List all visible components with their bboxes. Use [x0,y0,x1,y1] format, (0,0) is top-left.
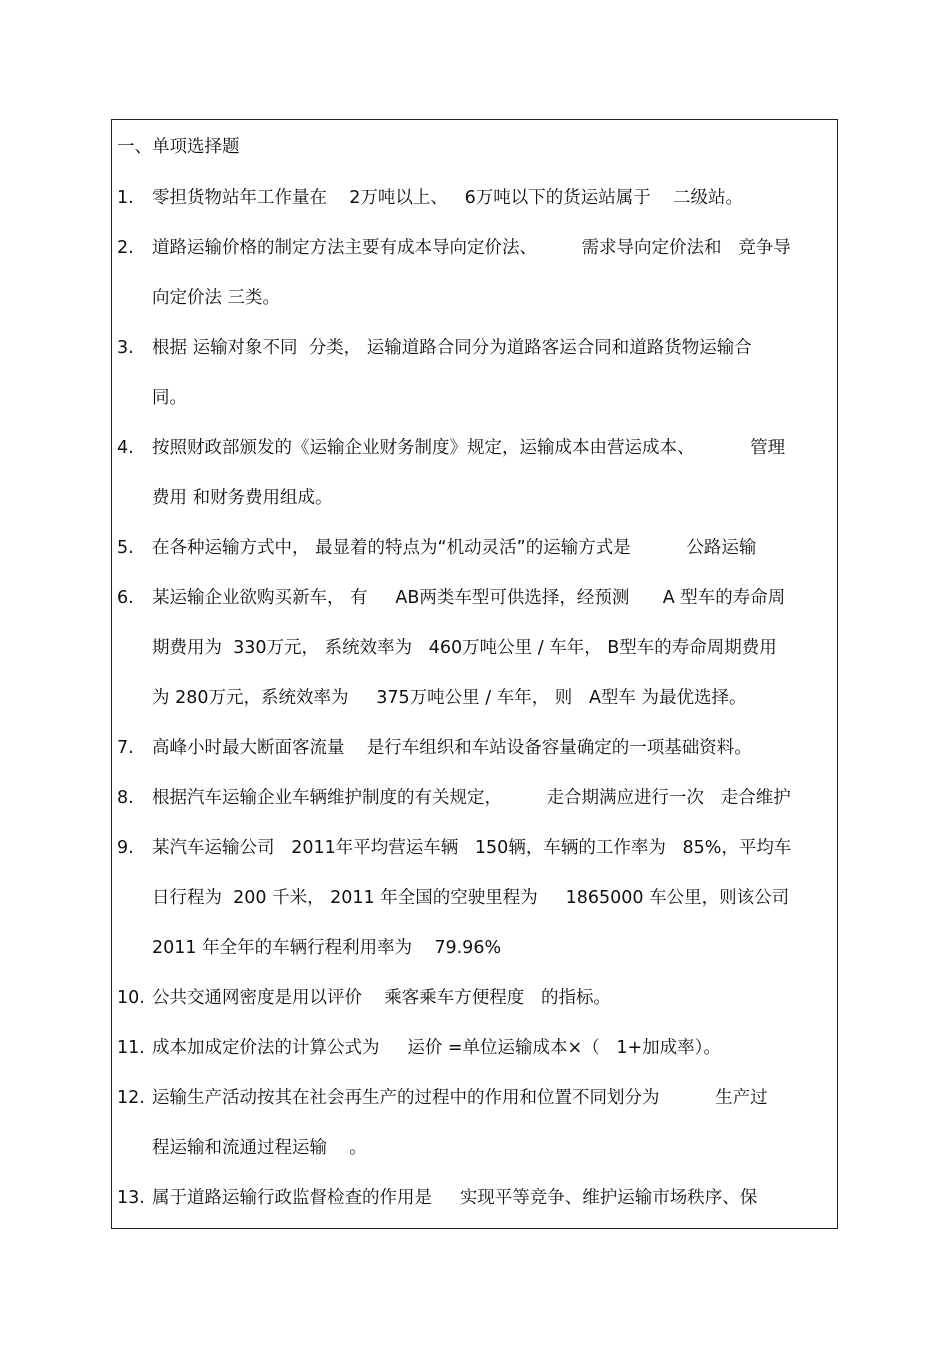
item-text: 零担货物站年工作量在 2万吨以上、 6万吨以下的货运站属于 二级站。 [152,188,743,208]
list-item [117,833,792,863]
item-text: 同。 [152,388,187,408]
item-number: 2. [117,238,134,258]
list-item-continuation [117,683,747,713]
item-number: 4. [117,438,134,458]
item-number: 10. [117,988,145,1008]
item-number: 9. [117,838,134,858]
item-number: 3. [117,338,134,358]
item-text: 程运输和流通过程运输 。 [152,1138,367,1158]
item-text: 根据汽车运输企业车辆维护制度的有关规定， 走合期满应进行一次 走合维护 [152,788,791,808]
item-text: 道路运输价格的制定方法主要有成本导向定价法、 需求导向定价法和 竞争导 [152,238,791,258]
list-item [117,533,757,563]
item-text: 在各种运输方式中， 最显着的特点为“机动灵活”的运输方式是 公路运输 [152,538,757,558]
list-item [117,433,786,463]
item-text: 日行程为 200 千米， 2011 年全国的空驶里程为 1865000 车公里，则该公司 [152,888,790,908]
item-number: 11. [117,1038,145,1058]
list-item [117,1033,721,1063]
item-number: 8. [117,788,134,808]
item-text: 期费用为 330万元， 系统效率为 460万吨公里 / 车年， B型车的寿命周期费用 [152,638,777,658]
list-item-continuation [117,383,187,413]
list-item-continuation [117,483,333,513]
list-item-continuation [117,1133,367,1163]
item-text: 某汽车运输公司 2011年平均营运车辆 150辆，车辆的工作率为 85%，平均车 [152,838,792,858]
list-item [117,233,791,263]
item-number: 1. [117,188,134,208]
item-text: 按照财政部颁发的《运输企业财务制度》规定，运输成本由营运成本、 管理 [152,438,786,458]
list-item-continuation [117,883,790,913]
item-text: 运输生产活动按其在社会再生产的过程中的作用和位置不同划分为 生产过 [152,1088,768,1108]
item-text: 高峰小时最大断面客流量 是行车组织和车站设备容量确定的一项基础资料。 [152,738,752,758]
item-text: 为 280万元，系统效率为 375万吨公里 / 车年， 则 A型车 为最优选择。 [152,688,747,708]
list-item [117,733,752,763]
list-item-continuation [117,283,281,313]
item-text: 根据 运输对象不同 分类， 运输道路合同分为道路客运合同和道路货物运输合 [152,338,752,358]
list-item [117,983,611,1013]
item-text: 费用 和财务费用组成。 [152,488,333,508]
list-item-continuation [117,933,502,963]
list-item [117,333,752,363]
list-item [117,1083,768,1113]
item-text: 某运输企业欲购买新车， 有 AB两类车型可供选择，经预测 A 型车的寿命周 [152,588,786,608]
item-text: 属于道路运输行政监督检查的作用是 实现平等竞争、维护运输市场秩序、保 [152,1188,758,1208]
item-text: 公共交通网密度是用以评价 乘客乘车方便程度 的指标。 [152,988,611,1008]
item-text: 向定价法 三类。 [152,288,281,308]
item-text: 成本加成定价法的计算公式为 运价 =单位运输成本×（ 1+加成率）。 [152,1038,721,1058]
item-text: 2011 年全年的车辆行程利用率为 79.96% [152,938,502,958]
section-title: 一、单项选择题 [117,137,240,157]
item-number: 7. [117,738,134,758]
item-number: 12. [117,1088,145,1108]
list-item [117,1183,758,1213]
list-item [117,783,791,813]
item-number: 5. [117,538,134,558]
list-item [117,583,786,613]
item-number: 13. [117,1188,145,1208]
list-item [117,183,743,213]
item-number: 6. [117,588,134,608]
list-item-continuation [117,633,777,663]
